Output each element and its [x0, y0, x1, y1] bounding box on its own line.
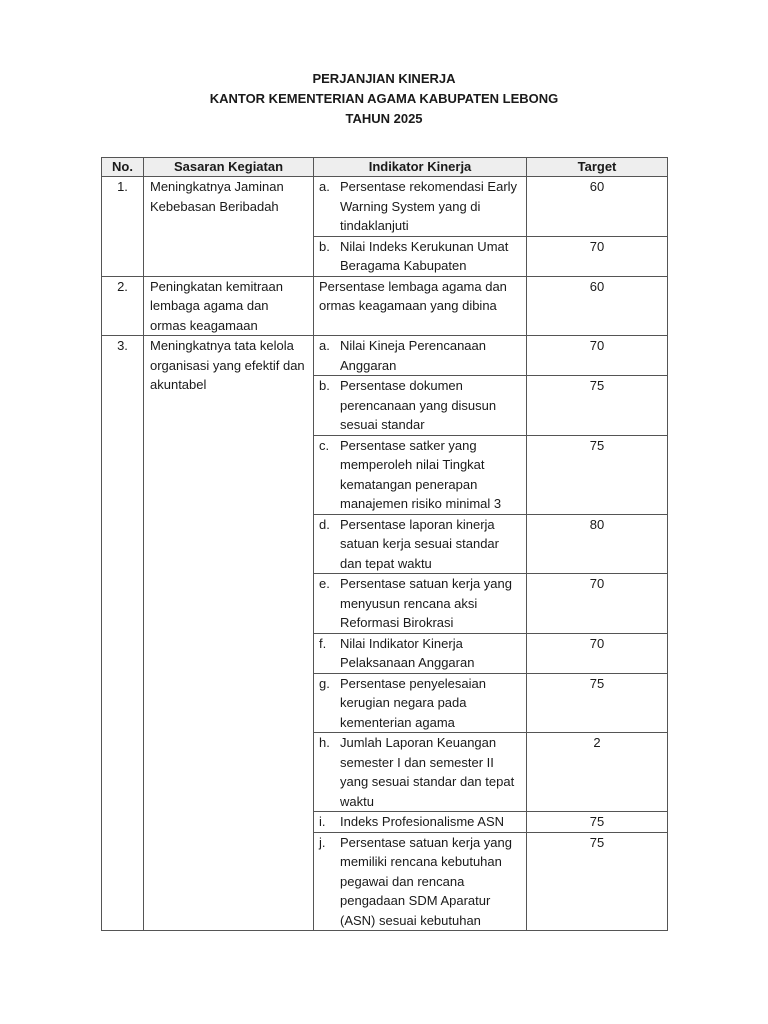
header-target: Target	[527, 158, 668, 177]
indicator-item	[319, 674, 520, 733]
cell-indikator	[314, 435, 527, 514]
table-row	[102, 276, 668, 336]
cell-indikator	[314, 236, 527, 276]
cell-indikator	[314, 733, 527, 812]
indicator-letter: j.	[319, 834, 326, 850]
cell-indikator	[314, 812, 527, 833]
indicator-text: Persentase laporan kinerja satuan kerja sesuai standar dan tepat waktu	[340, 516, 499, 571]
indicator-item	[319, 336, 520, 375]
performance-table	[101, 157, 668, 931]
indicator-letter: i.	[319, 814, 326, 829]
indicator-letter: b.	[319, 378, 330, 393]
indicator-item	[319, 833, 520, 931]
cell-target: 75	[527, 832, 668, 931]
indicator-text: Persentase penyelesaian kerugian negara pada kementerian agama	[340, 675, 486, 730]
indicator-text: Indeks Profesionalisme ASN	[340, 814, 505, 829]
header-indikator: Indikator Kinerja	[314, 158, 527, 177]
cell-target: 75	[527, 812, 668, 833]
cell-indikator	[314, 673, 527, 733]
indicator-letter: c.	[319, 437, 330, 453]
indicator-item	[319, 376, 520, 435]
cell-sasaran: Meningkatnya Jaminan Kebebasan Beribadah	[144, 177, 314, 277]
document-subtitle-office: KANTOR KEMENTERIAN AGAMA KABUPATEN LEBONG	[209, 91, 559, 106]
indicator-text: Persentase rekomendasi Early Warning System yang di tindaklanjuti	[340, 179, 518, 233]
indicator-letter: d.	[319, 516, 330, 532]
indicator-item	[319, 634, 520, 673]
cell-target: 75	[527, 673, 668, 733]
cell-indikator	[314, 276, 527, 336]
indicator-item	[319, 237, 520, 276]
table-header-row	[102, 158, 668, 177]
cell-target: 75	[527, 376, 668, 436]
cell-target: 70	[527, 574, 668, 634]
indicator-item	[319, 436, 520, 514]
cell-target: 60	[527, 177, 668, 237]
table-row	[102, 336, 668, 376]
document-title: PERJANJIAN KINERJA	[312, 71, 456, 86]
cell-sasaran: Meningkatnya tata kelola organisasi yang efektif dan akuntabel	[144, 336, 314, 931]
indicator-text: Nilai Kineja Perencanaan Anggaran	[340, 338, 486, 373]
indicator-text: Persentase satuan kerja yang menyusun rencana aksi Reformasi Birokrasi	[340, 576, 512, 630]
indicator-letter: g.	[319, 675, 330, 691]
indicator-item	[319, 515, 520, 574]
cell-target: 75	[527, 435, 668, 514]
indicator-text: Persentase satker yang memperoleh nilai Tingkat kematangan penerapan manajemen risiko minimal 3	[340, 437, 502, 511]
table-body	[102, 177, 668, 931]
indicator-letter: b.	[319, 238, 330, 254]
cell-indikator	[314, 633, 527, 673]
indicator-letter: h.	[319, 735, 330, 750]
cell-no: 1.	[102, 177, 144, 277]
cell-indikator	[314, 832, 527, 931]
cell-target: 70	[527, 633, 668, 673]
indicator-text: Nilai Indeks Kerukunan Umat Beragama Kabupaten	[340, 238, 509, 273]
header-no: No.	[102, 158, 144, 177]
cell-no: 3.	[102, 336, 144, 931]
indicator-text: Persentase lembaga agama dan ormas keagamaan yang dibina	[319, 278, 507, 313]
cell-indikator	[314, 177, 527, 237]
cell-target: 2	[527, 733, 668, 812]
indicator-text: Jumlah Laporan Keuangan semester I dan semester II yang sesuai standar dan tepat waktu	[340, 735, 515, 809]
indicator-item	[319, 177, 520, 236]
cell-indikator	[314, 376, 527, 436]
cell-indikator	[314, 514, 527, 574]
cell-indikator	[314, 336, 527, 376]
indicator-item	[319, 812, 520, 832]
table-row	[102, 177, 668, 237]
indicator-letter: e.	[319, 576, 330, 591]
cell-target: 80	[527, 514, 668, 574]
cell-no: 2.	[102, 276, 144, 336]
indicator-item	[319, 574, 520, 633]
cell-sasaran: Peningkatan kemitraan lembaga agama dan ormas keagamaan	[144, 276, 314, 336]
indicator-text: Persentase dokumen perencanaan yang disusun sesuai standar	[340, 378, 497, 432]
indicator-letter: f.	[319, 635, 327, 651]
indicator-letter: a.	[319, 179, 330, 194]
indicator-text: Nilai Indikator Kinerja Pelaksanaan Anggaran	[340, 635, 475, 670]
indicator-text: Persentase satuan kerja yang memiliki rencana kebutuhan pegawai dan rencana pengadaan SDM Aparatur (ASN) sesuai kebutuhan	[340, 834, 512, 928]
cell-target: 70	[527, 336, 668, 376]
header-sasaran: Sasaran Kegiatan	[144, 158, 314, 177]
document-subtitle-year: TAHUN 2025	[345, 111, 423, 126]
indicator-letter: a.	[319, 338, 330, 353]
cell-target: 70	[527, 236, 668, 276]
indicator-item	[319, 733, 520, 811]
cell-target: 60	[527, 276, 668, 336]
cell-indikator	[314, 574, 527, 634]
indicator-item	[319, 277, 520, 316]
